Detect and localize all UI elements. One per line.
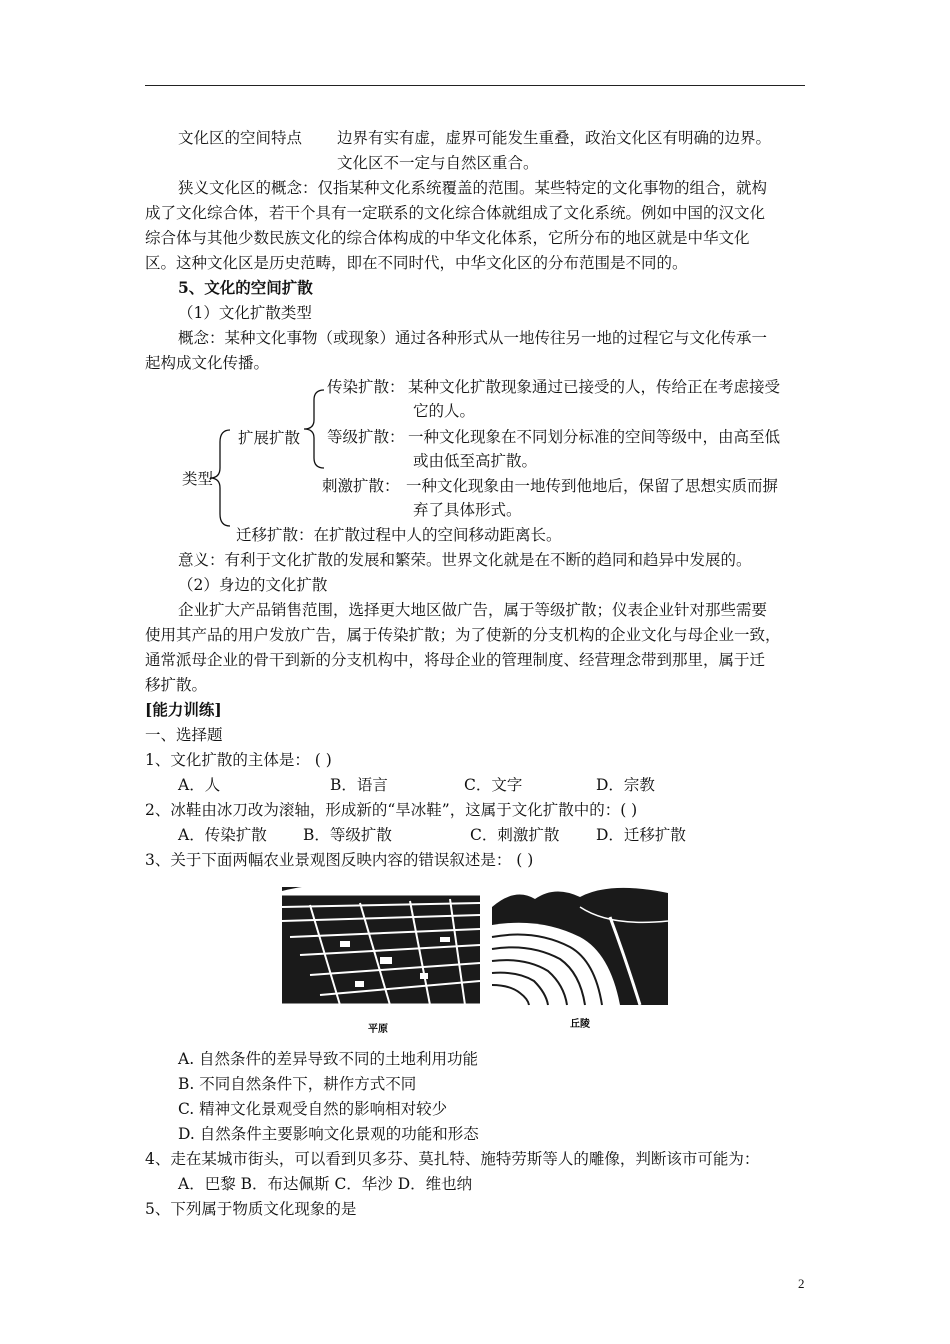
training-heading: [能力训练] xyxy=(145,700,222,719)
s1-line2: 文化区不一定与自然区重合。 xyxy=(337,154,539,172)
q2-option-d: D．迁移扩散 xyxy=(596,826,686,844)
example-line4: 移扩散。 xyxy=(145,676,208,694)
relocation-line: 迁移扩散：在扩散过程中人的空间移动距离长。 xyxy=(236,526,562,544)
stimulus-line1: 一种文化现象由一地传到他地后，保留了思想实质而摒 xyxy=(406,477,779,495)
hills-landscape-image xyxy=(492,887,668,1005)
contagion-line2: 它的人。 xyxy=(413,402,476,420)
q4-stem: 4、走在某城市街头，可以看到贝多芬、莫扎特、施特劳斯等人的雕像，判断该市可能为： xyxy=(145,1150,760,1168)
q1-option-d: D．宗教 xyxy=(596,776,655,794)
hierarchical-label: 等级扩散： xyxy=(327,428,405,446)
contagion-line1: 某种文化扩散现象通过已接受的人，传给正在考虑接受 xyxy=(408,378,781,396)
hierarchical-line2: 或由低至高扩散。 xyxy=(413,452,538,470)
hills-caption: 丘陵 xyxy=(570,1019,590,1030)
q1-option-b: B．语言 xyxy=(330,776,388,794)
concept-line1: 概念：某种文化事物（或现象）通过各种形式从一地传往另一地的过程它与文化传承一 xyxy=(178,329,768,347)
section5-sub2: （2）身边的文化扩散 xyxy=(178,576,328,594)
types-root-label: 类型 xyxy=(182,470,214,488)
header-rule xyxy=(145,85,805,86)
q2-option-a: A．传染扩散 xyxy=(178,826,267,844)
hierarchical-line1: 一种文化现象在不同划分标准的空间等级中，由高至低 xyxy=(408,428,781,446)
narrow-line4: 区。这种文化区是历史范畴，即在不同时代，中华文化区的分布范围是不同的。 xyxy=(145,254,688,272)
expand-label: 扩展扩散 xyxy=(238,429,301,447)
q2-stem: 2、冰鞋由冰刀改为滚轴，形成新的“旱冰鞋”，这属于文化扩散中的：( ) xyxy=(145,801,638,819)
q4-options: A．巴黎 B．布达佩斯 C．华沙 D．维也纳 xyxy=(178,1175,473,1193)
concept-line2: 起构成文化传播。 xyxy=(145,354,270,372)
q2-option-b: B．等级扩散 xyxy=(303,826,392,844)
meaning-line: 意义：有利于文化扩散的发展和繁荣。世界文化就是在不断的趋同和趋异中发展的。 xyxy=(178,551,752,569)
page-number: 2 xyxy=(798,1276,805,1291)
contagion-label: 传染扩散： xyxy=(327,378,405,396)
farmland-landscape-figure xyxy=(280,877,670,1037)
q3-option-c: C. 精神文化景观受自然的影响相对较少 xyxy=(178,1100,448,1118)
q1-option-a: A．人 xyxy=(178,776,221,794)
plain-landscape-image xyxy=(282,882,480,1005)
example-line2: 使用其产品的用户发放广告，属于传染扩散；为了使新的分支机构的企业文化与母企业一致， xyxy=(145,626,781,644)
q5-stem: 5、下列属于物质文化现象的是 xyxy=(145,1200,357,1218)
q3-option-a: A. 自然条件的差异导致不同的土地利用功能 xyxy=(178,1050,479,1068)
section5-title: 5、文化的空间扩散 xyxy=(178,278,313,297)
example-line3: 通常派母企业的骨干到新的分支机构中，将母企业的管理制度、经营理念带到那里，属于迁 xyxy=(145,651,766,669)
stimulus-label: 刺激扩散： xyxy=(322,477,400,495)
narrow-line3: 综合体与其他少数民族文化的综合体构成的中华文化体系，它所分布的地区就是中华文化 xyxy=(145,229,750,247)
narrow-line1: 狭义文化区的概念：仅指某种文化系统覆盖的范围。某些特定的文化事物的组合，就构 xyxy=(178,179,768,197)
inner-brace xyxy=(302,388,326,470)
example-line1: 企业扩大产品销售范围，选择更大地区做广告，属于等级扩散；仪表企业针对那些需要 xyxy=(178,601,768,619)
q1-stem: 1、文化扩散的主体是： ( ) xyxy=(145,751,332,769)
plain-caption: 平原 xyxy=(368,1024,388,1035)
q3-option-d: D. 自然条件主要影响文化景观的功能和形态 xyxy=(178,1125,479,1143)
part1-heading: 一、选择题 xyxy=(145,726,223,744)
s1-line1: 边界有实有虚，虚界可能发生重叠，政治文化区有明确的边界。 xyxy=(337,129,772,147)
q3-option-b: B. 不同自然条件下，耕作方式不同 xyxy=(178,1075,417,1093)
section5-sub1: （1）文化扩散类型 xyxy=(178,304,312,322)
s1-label: 文化区的空间特点 xyxy=(178,129,303,147)
q1-option-c: C．文字 xyxy=(464,776,523,794)
q2-option-c: C．刺激扩散 xyxy=(470,826,560,844)
narrow-line2: 成了文化综合体，若干个具有一定联系的文化综合体就组成了文化系统。例如中国的汉文化 xyxy=(145,204,766,222)
q3-stem: 3、关于下面两幅农业景观图反映内容的错误叙述是： ( ) xyxy=(145,851,534,869)
stimulus-line2: 弃了具体形式。 xyxy=(413,501,522,519)
